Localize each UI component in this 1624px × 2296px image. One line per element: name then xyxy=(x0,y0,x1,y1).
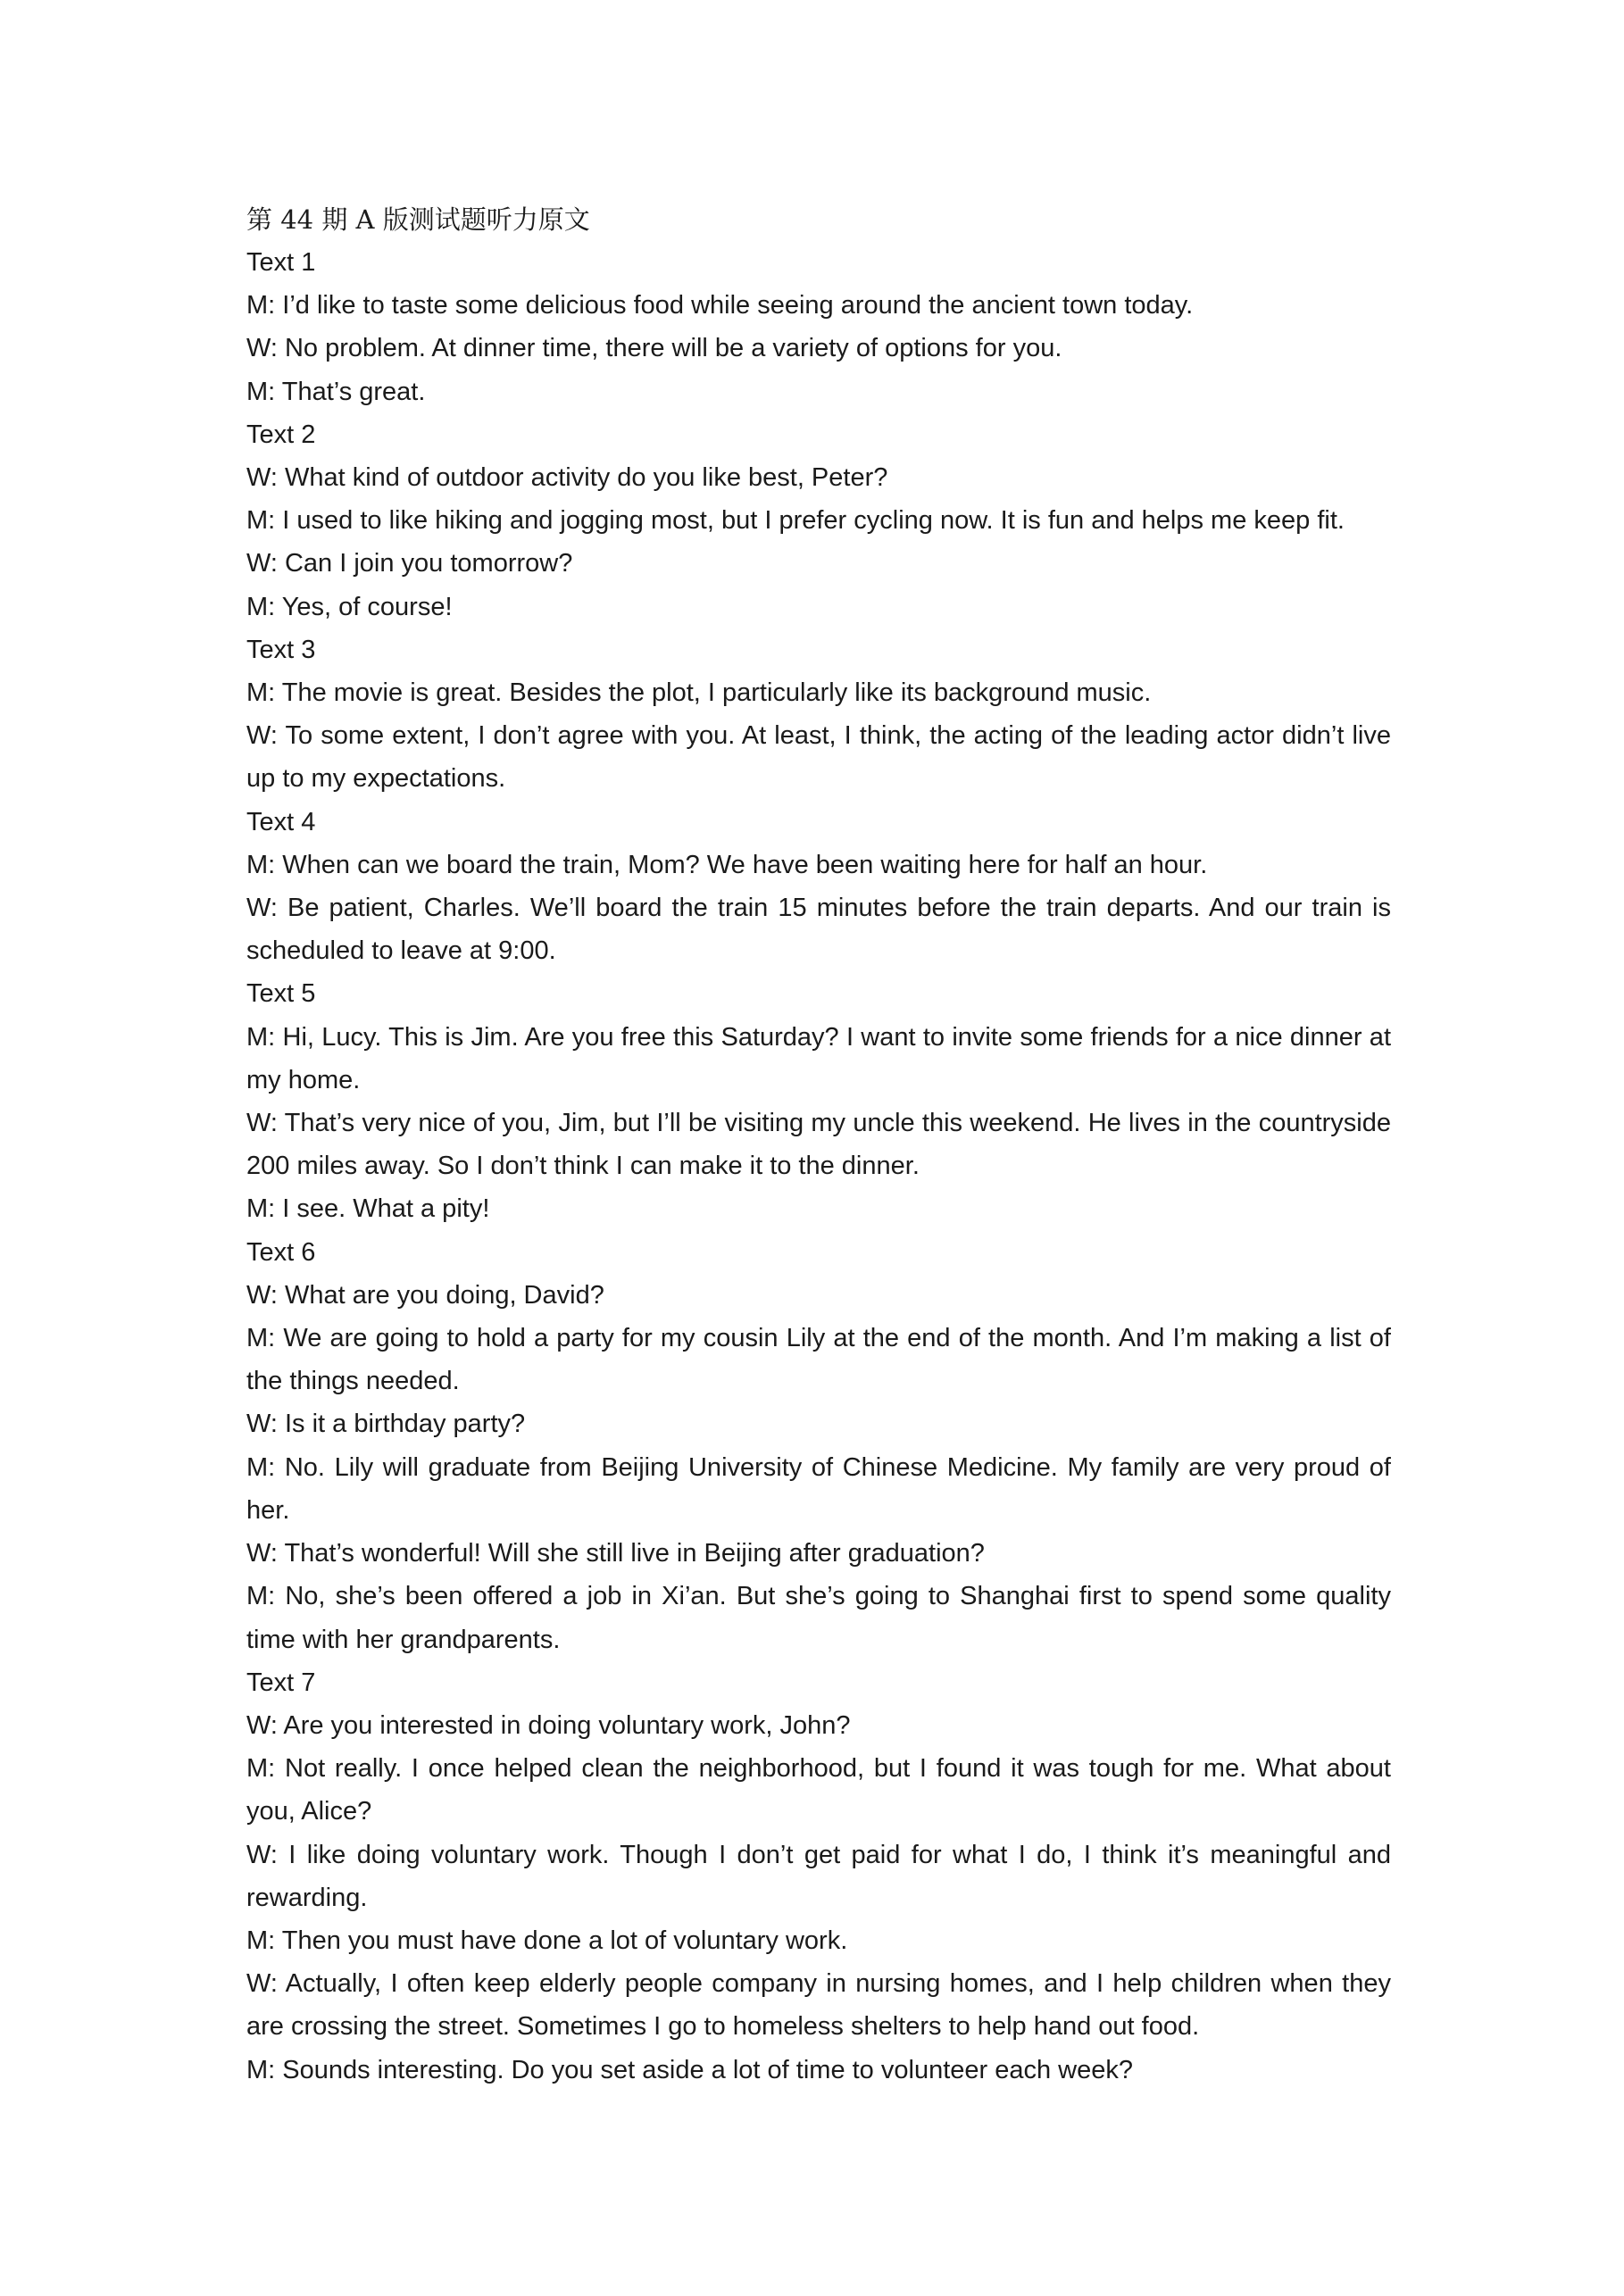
dialogue-line: M: That’s great. xyxy=(246,377,426,406)
dialogue-line: M: Not really. I once helped clean the neighborhood, but I found it was tough for me. What about you, Alice? xyxy=(246,1754,1391,1826)
text-1-heading: Text 1 xyxy=(246,248,316,277)
dialogue-line: W: Be patient, Charles. We’ll board the train 15 minutes before the train departs. And our train is scheduled to leave at 9:00. xyxy=(246,894,1391,966)
dialogue-line: M: No, she’s been offered a job in Xi’an. But she’s going to Shanghai first to spend some quality time with her grandparents. xyxy=(246,1582,1391,1654)
text-3-heading: Text 3 xyxy=(246,635,316,664)
dialogue-line: M: I used to like hiking and jogging most, but I prefer cycling now. It is fun and helps me keep fit. xyxy=(246,506,1345,536)
dialogue-line: M: I’d like to taste some delicious food while seeing around the ancient town today. xyxy=(246,291,1194,320)
dialogue-line: W: To some extent, I don’t agree with you. At least, I think, the acting of the leading actor didn’t live up to my expectations. xyxy=(246,721,1391,794)
text-4-heading: Text 4 xyxy=(246,807,316,836)
document-title: 第 44 期 A 版测试题听力原文 xyxy=(246,204,590,235)
text-5-heading: Text 5 xyxy=(246,979,316,1009)
dialogue-line: M: Yes, of course! xyxy=(246,592,453,621)
dialogue-line: W: What are you doing, David? xyxy=(246,1280,604,1310)
dialogue-line: W: That’s very nice of you, Jim, but I’ll be visiting my uncle this weekend. He lives in the countryside 200 miles away. So I don’t think I can make it to the dinner. xyxy=(246,1109,1391,1181)
dialogue-line: W: What kind of outdoor activity do you like best, Peter? xyxy=(246,463,888,493)
dialogue-line: M: When can we board the train, Mom? We have been waiting here for half an hour. xyxy=(246,850,1208,879)
dialogue-line: M: No. Lily will graduate from Beijing University of Chinese Medicine. My family are very proud of her. xyxy=(246,1452,1391,1525)
dialogue-line: W: Is it a birthday party? xyxy=(246,1410,526,1439)
dialogue-line: M: Sounds interesting. Do you set aside a lot of time to volunteer each week? xyxy=(246,2055,1133,2084)
dialogue-line: W: Can I join you tomorrow? xyxy=(246,549,573,578)
document-page xyxy=(246,198,1391,2092)
dialogue-line: M: We are going to hold a party for my cousin Lily at the end of the month. And I’m making a list of the things needed. xyxy=(246,1324,1391,1396)
dialogue-line: W: Are you interested in doing voluntary work, John? xyxy=(246,1710,851,1740)
dialogue-line: M: The movie is great. Besides the plot, I particularly like its background music. xyxy=(246,678,1152,708)
text-6-heading: Text 6 xyxy=(246,1237,316,1267)
dialogue-line: M: Hi, Lucy. This is Jim. Are you free this Saturday? I want to invite some friends for a nice dinner at my home. xyxy=(246,1022,1391,1094)
text-2-heading: Text 2 xyxy=(246,420,316,449)
dialogue-line: W: I like doing voluntary work. Though I don’t get paid for what I do, I think it’s meaningful and rewarding. xyxy=(246,1840,1391,1912)
dialogue-line: M: Then you must have done a lot of voluntary work. xyxy=(246,1926,848,1955)
dialogue-line: M: I see. What a pity! xyxy=(246,1194,490,1224)
text-7-heading: Text 7 xyxy=(246,1668,316,1697)
dialogue-line: W: That’s wonderful! Will she still live in Beijing after graduation? xyxy=(246,1539,985,1568)
dialogue-line: W: Actually, I often keep elderly people company in nursing homes, and I help children when they are crossing the street. Sometimes I go to homeless shelters to help hand out food. xyxy=(246,1969,1391,2042)
dialogue-line: W: No problem. At dinner time, there will be a variety of options for you. xyxy=(246,334,1062,363)
